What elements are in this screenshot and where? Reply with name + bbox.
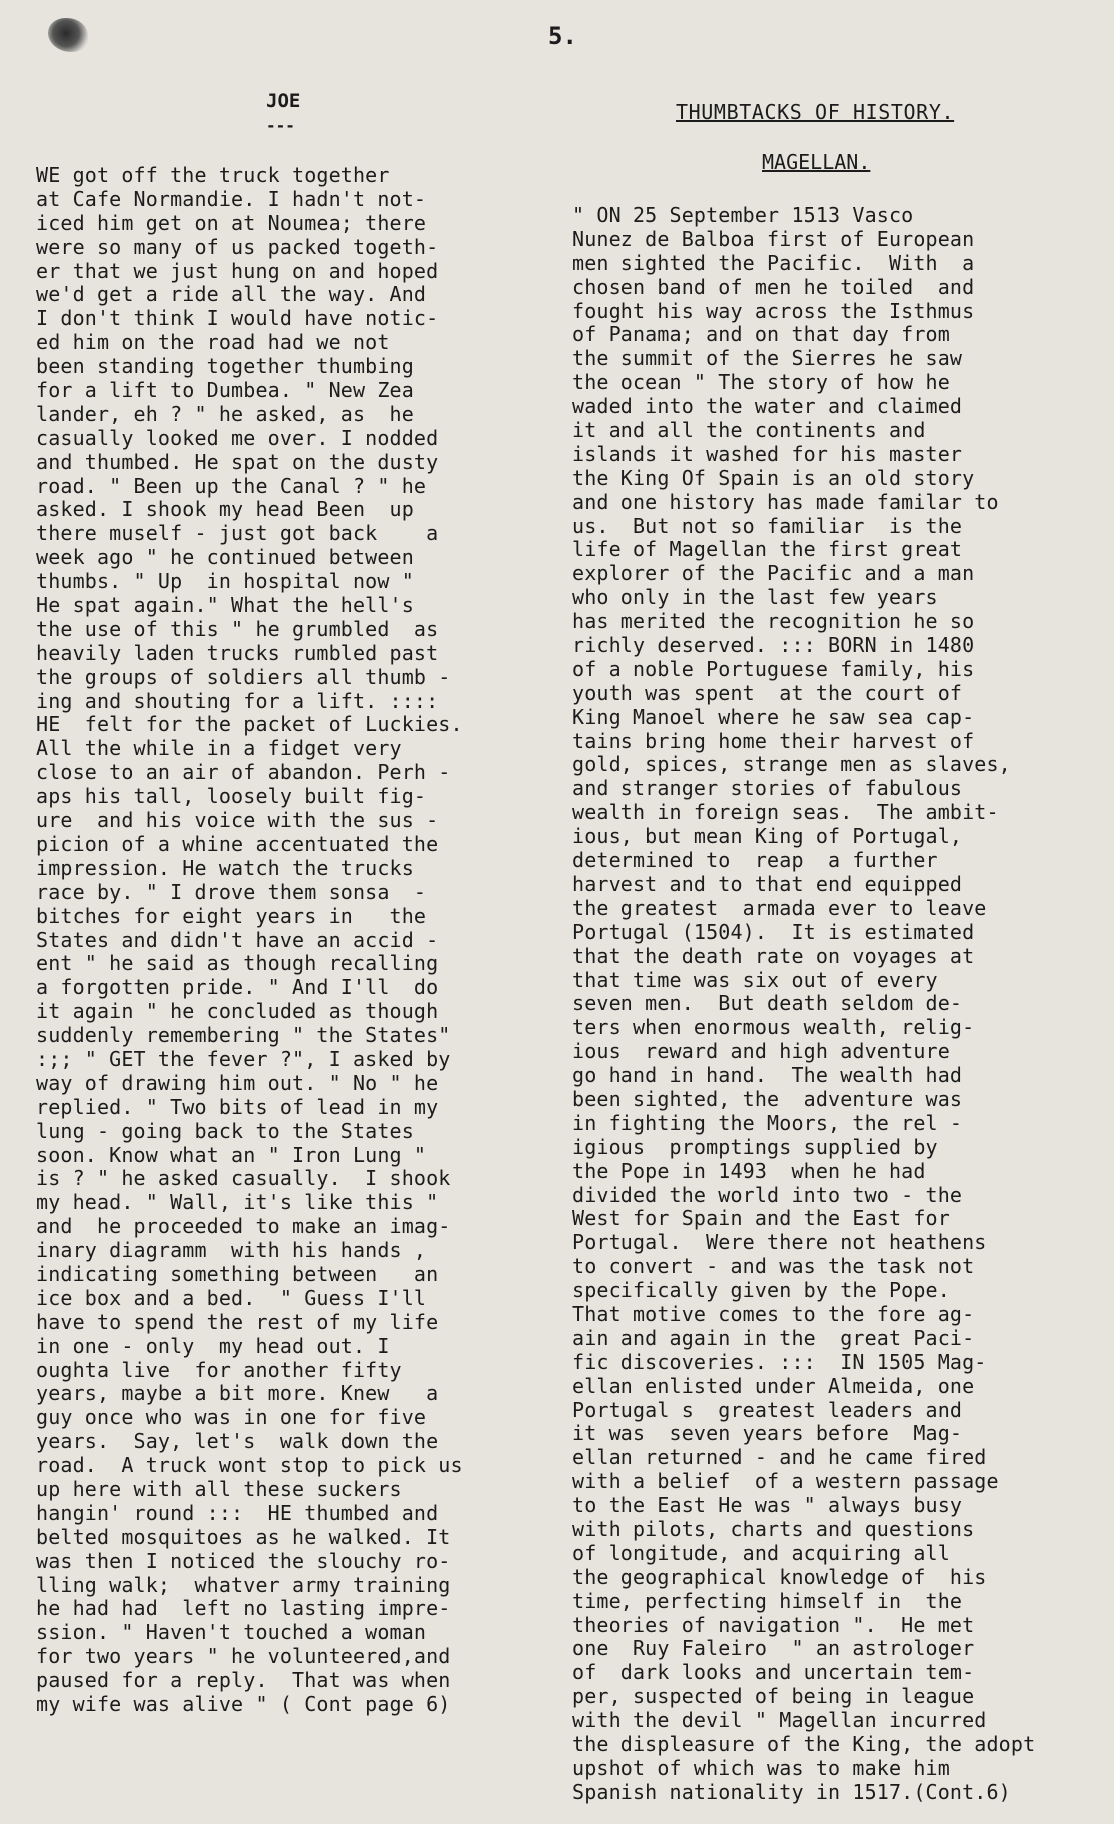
ink-smudge [48, 18, 88, 52]
joe-text-line: belted mosquitoes as he walked. It [36, 1524, 451, 1549]
magellan-text-line: the summit of the Sierres he saw [572, 346, 963, 371]
joe-text-line: oughta live for another fifty [36, 1357, 402, 1382]
magellan-text-line: ain and again in the great Paci- [572, 1325, 975, 1350]
joe-text-line: :;; " GET the fever ?", I asked by [36, 1046, 451, 1071]
joe-text-line: way of drawing him out. " No " he [36, 1070, 439, 1095]
magellan-text-line: with a belief of a western passage [572, 1469, 999, 1494]
magellan-text-line: determined to reap a further [572, 848, 938, 873]
magellan-text-line: the geographical knowledge of his [572, 1564, 987, 1589]
joe-text-line: ssion. " Haven't touched a woman [36, 1620, 427, 1645]
joe-text-line: road. A truck wont stop to pick us [36, 1453, 463, 1478]
joe-text-line: and he proceeded to make an imag- [36, 1214, 451, 1239]
joe-text-line: All the while in a fidget very [36, 736, 402, 761]
magellan-text-line: chosen band of men he toiled and [572, 274, 975, 299]
joe-text-line: up here with all these suckers [36, 1476, 402, 1501]
magellan-text-line: harvest and to that end equipped [572, 871, 963, 896]
magellan-text-line: theories of navigation ". He met [572, 1612, 975, 1637]
magellan-text-line: igious promptings supplied by [572, 1134, 938, 1159]
magellan-text-line: who only in the last few years [572, 585, 938, 610]
joe-text-line: he had had left no lasting impre- [36, 1596, 451, 1621]
magellan-text-line: wealth in foreign seas. The ambit- [572, 800, 999, 825]
magellan-text-line: it and all the continents and [572, 418, 926, 443]
magellan-text-line: specifically given by the Pope. [572, 1278, 950, 1303]
magellan-text-line: with the devil " Magellan incurred [572, 1708, 987, 1733]
magellan-text-line: youth was spent at the court of [572, 680, 963, 705]
magellan-article-body [572, 204, 1112, 1805]
joe-text-line: lung - going back to the States [36, 1118, 414, 1143]
joe-text-line: lander, eh ? " he asked, as he [36, 401, 414, 426]
joe-text-line: ent " he said as though recalling [36, 951, 439, 976]
joe-text-line: thumbs. " Up in hospital now " [36, 569, 414, 594]
joe-text-line: have to spend the rest of my life [36, 1309, 439, 1334]
magellan-text-line: of longitude, and acquiring all [572, 1540, 950, 1565]
joe-text-line: indicating something between an [36, 1261, 439, 1286]
magellan-text-line: ters when enormous wealth, relig- [572, 1015, 975, 1040]
joe-text-line: HE felt for the packet of Luckies. [36, 712, 463, 737]
magellan-text-line: one Ruy Faleiro " an astrologer [572, 1636, 975, 1661]
magellan-text-line: of Panama; and on that day from [572, 322, 950, 347]
joe-text-line: bitches for eight years in the [36, 903, 427, 928]
joe-text-line: years. Say, let's walk down the [36, 1429, 439, 1454]
joe-text-line: is ? " he asked casually. I shook [36, 1166, 451, 1191]
magellan-text-line: the displeasure of the King, the adopt [572, 1732, 1036, 1756]
magellan-subtitle: MAGELLAN. [762, 150, 871, 174]
joe-text-line: the groups of soldiers all thumb - [36, 664, 451, 689]
joe-text-line: guy once who was in one for five [36, 1405, 427, 1430]
magellan-text-line: Nunez de Balboa first of European [572, 226, 975, 251]
joe-text-line: was then I noticed the slouchy ro- [36, 1548, 451, 1573]
page-number: 5. [548, 22, 577, 50]
joe-text-line: iced him get on at Noumea; there [36, 210, 427, 235]
magellan-text-line: fought his way across the Isthmus [572, 298, 975, 323]
joe-text-line: picion of a whine accentuated the [36, 831, 439, 856]
joe-text-line: my head. " Wall, it's like this " [36, 1190, 439, 1215]
magellan-text-line: been sighted, the adventure was [572, 1086, 963, 1111]
magellan-text-line: that the death rate on voyages at [572, 943, 975, 968]
magellan-text-line: ious, but mean King of Portugal, [572, 824, 963, 849]
joe-text-line: close to an air of abandon. Perh - [36, 760, 451, 785]
magellan-text-line: life of Magellan the first great [572, 537, 963, 562]
magellan-text-line: West for Spain and the East for [572, 1206, 950, 1231]
joe-text-line: impression. He watch the trucks [36, 855, 414, 880]
joe-text-line: WE got off the truck together [36, 164, 390, 187]
joe-article-body [36, 164, 556, 1717]
joe-text-line: for a lift to Dumbea. " New Zea [36, 378, 414, 403]
magellan-text-line: of a noble Portuguese family, his [572, 656, 975, 681]
joe-text-line: soon. Know what an " Iron Lung " [36, 1142, 427, 1167]
magellan-text-line: with pilots, charts and questions [572, 1516, 975, 1541]
joe-article-title: JOE [266, 90, 301, 112]
magellan-text-line: explorer of the Pacific and a man [572, 561, 975, 586]
joe-text-line: for two years " he volunteered,and [36, 1644, 451, 1669]
joe-text-line: years, maybe a bit more. Knew a [36, 1381, 439, 1406]
magellan-text-line: ellan enlisted under Almeida, one [572, 1373, 975, 1398]
magellan-text-line: ious reward and high adventure [572, 1039, 950, 1064]
magellan-text-line: Portugal s greatest leaders and [572, 1397, 963, 1422]
magellan-text-line: seven men. But death seldom de- [572, 991, 963, 1016]
magellan-text-line: islands it washed for his master [572, 441, 963, 466]
magellan-text-line: richly deserved. ::: BORN in 1480 [572, 633, 975, 658]
magellan-text-line: go hand in hand. The wealth had [572, 1063, 963, 1088]
magellan-text-line: to convert - and was the task not [572, 1254, 975, 1279]
magellan-text-line: tains bring home their harvest of [572, 728, 975, 753]
joe-text-line: ure and his voice with the sus - [36, 808, 439, 833]
joe-text-line: lling walk; whatver army training [36, 1572, 451, 1597]
joe-text-line: it again " he concluded as though [36, 999, 439, 1024]
magellan-text-line: in fighting the Moors, the rel - [572, 1110, 963, 1135]
joe-text-line: States and didn't have an accid - [36, 927, 439, 952]
joe-text-line: ing and shouting for a lift. :::: [36, 688, 439, 713]
joe-text-line: race by. " I drove them sonsa - [36, 879, 427, 904]
joe-text-line: were so many of us packed togeth- [36, 234, 439, 259]
joe-text-line: the use of this " he grumbled as [36, 616, 439, 641]
magellan-text-line: and stranger stories of fabulous [572, 776, 963, 801]
magellan-text-line: time, perfecting himself in the [572, 1588, 963, 1613]
joe-text-line: ice box and a bed. " Guess I'll [36, 1285, 427, 1310]
magellan-text-line: to the East He was " always busy [572, 1493, 963, 1518]
joe-title-underline: --- [266, 116, 295, 135]
joe-text-line: I don't think I would have notic- [36, 306, 439, 331]
joe-text-line: He spat again." What the hell's [36, 593, 414, 618]
joe-text-line: been standing together thumbing [36, 354, 414, 379]
joe-text-line: road. " Been up the Canal ? " he [36, 473, 427, 498]
joe-text-line: paused for a reply. That was when [36, 1668, 451, 1693]
magellan-text-line: divided the world into two - the [572, 1182, 963, 1207]
joe-text-line: at Cafe Normandie. I hadn't not- [36, 186, 427, 211]
joe-text-line: inary diagramm with his hands , [36, 1238, 427, 1263]
magellan-text-line: it was seven years before Mag- [572, 1421, 963, 1446]
magellan-text-line: the Pope in 1493 when he had [572, 1158, 926, 1183]
magellan-text-line: Portugal (1504). It is estimated [572, 919, 975, 944]
magellan-text-line: us. But not so familiar is the [572, 513, 963, 538]
joe-text-line: aps his tall, loosely built fig- [36, 784, 427, 809]
magellan-text-line: that time was six out of every [572, 967, 938, 992]
joe-text-line: er that we just hung on and hoped [36, 258, 439, 283]
joe-text-line: a forgotten pride. " And I'll do [36, 975, 439, 1000]
magellan-text-line: per, suspected of being in league [572, 1684, 975, 1709]
magellan-text-line: That motive comes to the fore ag- [572, 1301, 975, 1326]
magellan-text-line: King Manoel where he saw sea cap- [572, 704, 975, 729]
joe-text-line: there muself - just got back a [36, 521, 439, 546]
magellan-text-line: the ocean " The story of how he [572, 370, 950, 395]
magellan-text-line: upshot of which was to make him [572, 1755, 950, 1780]
magellan-text-line: ellan returned - and he came fired [572, 1445, 987, 1470]
joe-text-line: casually looked me over. I nodded [36, 425, 439, 450]
joe-text-line: in one - only my head out. I [36, 1333, 390, 1358]
magellan-text-line: waded into the water and claimed [572, 394, 963, 419]
joe-text-line: asked. I shook my head Been up [36, 497, 414, 522]
magellan-text-line: the greatest armada ever to leave [572, 895, 987, 920]
magellan-text-line: fic discoveries. ::: IN 1505 Mag- [572, 1349, 987, 1374]
magellan-text-line: the King Of Spain is an old story [572, 465, 975, 490]
thumbtacks-article-title: THUMBTACKS OF HISTORY. [676, 100, 955, 124]
joe-text-line: and thumbed. He spat on the dusty [36, 449, 439, 474]
joe-text-line: my wife was alive " ( Cont page 6) [36, 1692, 451, 1716]
magellan-text-line: " ON 25 September 1513 Vasco [572, 204, 914, 227]
joe-text-line: hangin' round ::: HE thumbed and [36, 1500, 439, 1525]
joe-text-line: ed him on the road had we not [36, 330, 390, 355]
joe-text-line: replied. " Two bits of lead in my [36, 1094, 439, 1119]
joe-text-line: we'd get a ride all the way. And [36, 282, 427, 307]
magellan-text-line: has merited the recognition he so [572, 609, 975, 634]
joe-text-line: heavily laden trucks rumbled past [36, 640, 439, 665]
magellan-text-line: Portugal. Were there not heathens [572, 1230, 987, 1255]
magellan-text-line: gold, spices, strange men as slaves, [572, 752, 1011, 777]
magellan-text-line: and one history has made familar to [572, 489, 999, 514]
magellan-text-line: of dark looks and uncertain tem- [572, 1660, 975, 1685]
joe-text-line: week ago " he continued between [36, 545, 414, 570]
magellan-text-line: men sighted the Pacific. With a [572, 250, 975, 275]
joe-text-line: suddenly remembering " the States" [36, 1023, 451, 1048]
magellan-text-line: Spanish nationality in 1517.(Cont.6) [572, 1779, 1011, 1804]
